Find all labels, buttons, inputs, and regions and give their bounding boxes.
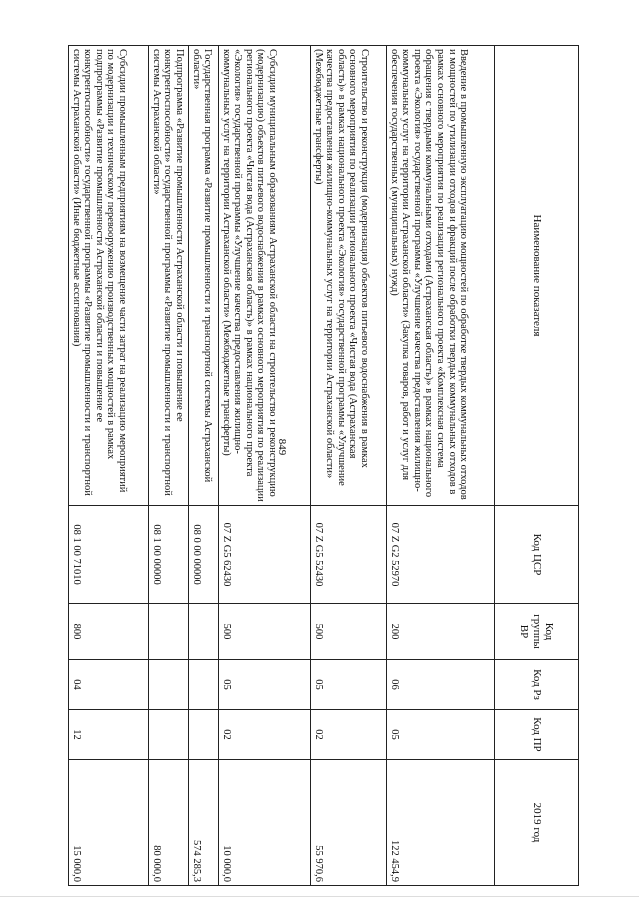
header-pr: Код ПР bbox=[495, 710, 579, 760]
header-csr: Код ЦСР bbox=[495, 506, 579, 604]
row-amount: 10 000,0 bbox=[219, 760, 311, 886]
table-row bbox=[189, 46, 219, 886]
row-vr: 500 bbox=[219, 604, 311, 660]
row-csr: 08 0 00 00000 bbox=[189, 506, 219, 604]
row-csr: 08 1 00 71010 bbox=[69, 506, 149, 604]
row-name: Подпрограмма «Развитие промышленности Астраханской области и повышение ее конкурентоспособности» государственной программы «Развитие промышленности и транспортной системы Астраханской области» bbox=[149, 46, 189, 506]
row-csr: 08 1 00 00000 bbox=[149, 506, 189, 604]
row-csr: 07 Z G5 52430 bbox=[311, 506, 387, 604]
header-name: Наименование показателя bbox=[495, 46, 579, 506]
row-amount: 55 970,6 bbox=[311, 760, 387, 886]
header-vr: Код группы ВР bbox=[495, 604, 579, 660]
header-year: 2019 год bbox=[495, 760, 579, 886]
row-name: Субсидии муниципальным образованиям Астраханской области на строительство и реконструкцию (модернизацию) объектов питьевого водоснабжения в рамках основного мероприятия по реализации регионального проекта «Чистая вода (Астраханская область)» в рамках национального проекта «Экология» государственной программы «Улучшение качества предоставления жилищно-коммунальных услуг на территории Астраханской области» (Межбюджетные трансферты) bbox=[219, 46, 311, 506]
row-rz: 06 bbox=[387, 660, 495, 710]
row-rz bbox=[149, 660, 189, 710]
scan-edge-line bbox=[0, 896, 639, 897]
table-row bbox=[311, 46, 387, 886]
row-vr bbox=[189, 604, 219, 660]
row-pr bbox=[189, 710, 219, 760]
page-number: 849 bbox=[276, 438, 288, 456]
table-header-row bbox=[495, 46, 579, 886]
row-amount: 15 000,0 bbox=[69, 760, 149, 886]
row-name: Строительство и реконструкция (модернизация) объектов питьевого водоснабжения в рамках основного мероприятия по реализации регионального проекта «Чистая вода (Астраханская область)» в рамках национального проекта «Экология» государственной программы «Улучшение качества предоставления жилищно-коммунальных услуг на территории Астраханской области» (Межбюджетные трансферты) bbox=[311, 46, 387, 506]
row-rz: 05 bbox=[311, 660, 387, 710]
row-amount: 80 000,0 bbox=[149, 760, 189, 886]
row-rz bbox=[189, 660, 219, 710]
row-vr: 200 bbox=[387, 604, 495, 660]
table-row bbox=[387, 46, 495, 886]
row-pr: 12 bbox=[69, 710, 149, 760]
table-row bbox=[149, 46, 189, 886]
row-vr: 500 bbox=[311, 604, 387, 660]
rotated-page-content bbox=[70, 45, 579, 885]
row-pr: 02 bbox=[219, 710, 311, 760]
row-amount: 122 454,9 bbox=[387, 760, 495, 886]
row-name: Введение в промышленную эксплуатацию мощностей по обработке твердых коммунальных отходов и мощностей по утилизации отходов и фракций после обработки твердых коммунальных отходов в рамках основного мероприятия по реализации регионального проекта «Комплексная система обращения с твердыми коммунальными отходами (Астраханская область)» в рамках национального проекта «Экология» государственной программы «Улучшение качества предоставления жилищно-коммунальных услуг на территории Астраханской области» (Закупка товаров, работ и услуг для обеспечения государственных (муниципальных) нужд) bbox=[387, 46, 495, 506]
table-row bbox=[69, 46, 149, 886]
row-amount: 574 285,3 bbox=[189, 760, 219, 886]
budget-table bbox=[68, 45, 579, 886]
row-pr: 05 bbox=[387, 710, 495, 760]
row-pr: 02 bbox=[311, 710, 387, 760]
table-row bbox=[219, 46, 311, 886]
row-pr bbox=[149, 710, 189, 760]
row-vr: 800 bbox=[69, 604, 149, 660]
row-name: Государственная программа «Развитие промышленности и транспортной системы Астраханской области» bbox=[189, 46, 219, 506]
header-rz: Код Рз bbox=[495, 660, 579, 710]
row-csr: 07 Z G2 52970 bbox=[387, 506, 495, 604]
row-rz: 04 bbox=[69, 660, 149, 710]
row-csr: 07 Z G5 62430 bbox=[219, 506, 311, 604]
row-rz: 05 bbox=[219, 660, 311, 710]
row-vr bbox=[149, 604, 189, 660]
row-name: Субсидии промышленным предприятиям на возмещение части затрат на реализацию мероприятий по модернизации и техническому перевооружению производственных мощностей в рамках подпрограммы «Развитие промышленности Астраханской области и повышение ее конкурентоспособности» государственной программы «Развитие промышленности и транспортной системы Астраханской области» (Иные бюджетные ассигнования) bbox=[69, 46, 149, 506]
